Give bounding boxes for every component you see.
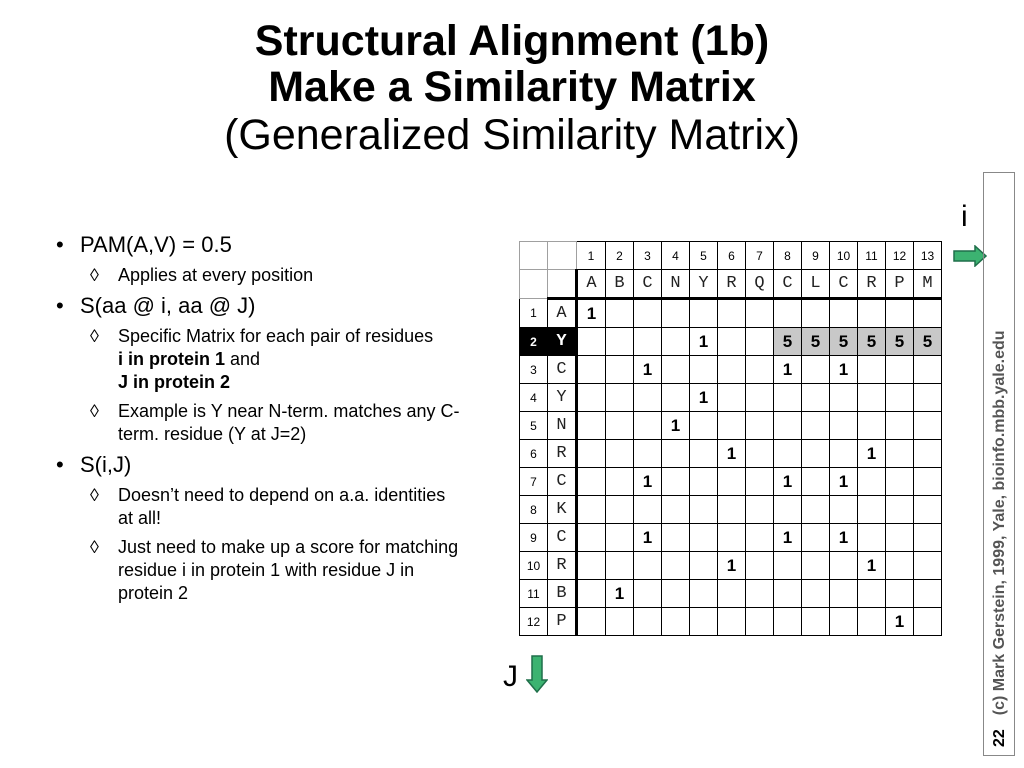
row-residue: B <box>548 580 577 608</box>
arrow-right-icon <box>953 245 987 267</box>
matrix-cell <box>802 299 830 328</box>
matrix-cell <box>634 328 662 356</box>
matrix-cell <box>606 384 634 412</box>
matrix-cell <box>577 496 606 524</box>
matrix-cell <box>606 356 634 384</box>
matrix-cell <box>914 524 942 552</box>
matrix-cell: 1 <box>830 468 858 496</box>
matrix-cell <box>690 496 718 524</box>
matrix-cell <box>886 299 914 328</box>
matrix-cell <box>606 299 634 328</box>
matrix-cell <box>662 580 690 608</box>
matrix-cell <box>690 440 718 468</box>
col-number: 1 <box>577 242 606 270</box>
row-number: 6 <box>520 440 548 468</box>
matrix-cell <box>718 356 746 384</box>
matrix-cell <box>774 299 802 328</box>
matrix-cell <box>914 580 942 608</box>
matrix-cell <box>746 496 774 524</box>
matrix-cell <box>746 552 774 580</box>
matrix-cell <box>886 552 914 580</box>
matrix-cell <box>577 552 606 580</box>
col-number: 9 <box>802 242 830 270</box>
matrix-cell <box>746 468 774 496</box>
matrix-cell <box>914 384 942 412</box>
matrix-cell <box>634 412 662 440</box>
matrix-cell: 5 <box>802 328 830 356</box>
matrix-cell <box>774 412 802 440</box>
copyright-text: (c) Mark Gerstein, 1999, Yale, bioinfo.mbb.yale.edu <box>991 330 1008 716</box>
col-residue: M <box>914 270 942 299</box>
matrix-cell: 1 <box>718 552 746 580</box>
matrix-cell <box>634 440 662 468</box>
col-residue: Y <box>690 270 718 299</box>
matrix-cell <box>606 412 634 440</box>
row-number: 2 <box>520 328 548 356</box>
matrix-cell <box>802 384 830 412</box>
row-residue: C <box>548 468 577 496</box>
label-i: i <box>961 200 968 233</box>
page-number: 22 <box>991 729 1008 747</box>
matrix-cell <box>718 496 746 524</box>
matrix-cell <box>718 608 746 636</box>
matrix-cell <box>718 299 746 328</box>
matrix-cell <box>830 384 858 412</box>
matrix-cell <box>914 299 942 328</box>
col-number: 6 <box>718 242 746 270</box>
matrix-cell <box>577 524 606 552</box>
row-number: 8 <box>520 496 548 524</box>
matrix-cell <box>662 440 690 468</box>
matrix-cell <box>606 524 634 552</box>
col-residue: C <box>634 270 662 299</box>
corner-cell <box>520 270 548 299</box>
col-residue: N <box>662 270 690 299</box>
matrix-cell <box>886 440 914 468</box>
matrix-cell: 1 <box>858 440 886 468</box>
specific-matrix-text: Specific Matrix for each pair of residues <box>118 326 434 346</box>
matrix-cell <box>914 496 942 524</box>
matrix-cell <box>718 468 746 496</box>
matrix-cell <box>634 608 662 636</box>
matrix-cell: 1 <box>774 468 802 496</box>
col-number: 13 <box>914 242 942 270</box>
col-number: 3 <box>634 242 662 270</box>
bullet-s-aa: • S(aa @ i, aa @ J) <box>52 293 462 319</box>
corner-cell <box>520 242 548 270</box>
j-in-protein-2: J in protein 2 <box>118 372 231 392</box>
matrix-cell <box>830 608 858 636</box>
col-number: 8 <box>774 242 802 270</box>
col-residue: R <box>718 270 746 299</box>
matrix-cell <box>802 496 830 524</box>
matrix-cell <box>858 356 886 384</box>
matrix-cell: 1 <box>690 328 718 356</box>
matrix-cell <box>606 552 634 580</box>
row-residue: C <box>548 524 577 552</box>
col-number: 10 <box>830 242 858 270</box>
row-residue: Y <box>548 328 577 356</box>
col-residue: A <box>577 270 606 299</box>
matrix-cell <box>690 412 718 440</box>
matrix-cell <box>662 468 690 496</box>
matrix-cell <box>634 384 662 412</box>
col-residue: L <box>802 270 830 299</box>
matrix-cell <box>690 608 718 636</box>
matrix-cell <box>746 328 774 356</box>
matrix-cell: 1 <box>718 440 746 468</box>
matrix-cell <box>830 440 858 468</box>
and-text: and <box>230 349 261 369</box>
matrix-cell <box>690 356 718 384</box>
matrix-cell <box>746 299 774 328</box>
matrix-cell: 5 <box>774 328 802 356</box>
matrix-cell <box>858 496 886 524</box>
matrix-cell <box>746 608 774 636</box>
row-number: 9 <box>520 524 548 552</box>
matrix-cell <box>690 524 718 552</box>
corner-cell <box>548 242 577 270</box>
matrix-cell <box>577 412 606 440</box>
matrix-cell <box>746 440 774 468</box>
matrix-cell: 5 <box>858 328 886 356</box>
bullet-list <box>52 232 462 611</box>
matrix-cell <box>718 384 746 412</box>
matrix-cell: 1 <box>774 356 802 384</box>
matrix-cell <box>914 356 942 384</box>
matrix-cell <box>746 412 774 440</box>
matrix-cell: 1 <box>830 356 858 384</box>
matrix-cell <box>577 440 606 468</box>
title-line-2: Make a Similarity Matrix <box>268 63 756 111</box>
col-residue: Q <box>746 270 774 299</box>
matrix-cell <box>690 299 718 328</box>
matrix-cell <box>606 440 634 468</box>
row-residue: R <box>548 440 577 468</box>
label-j: J <box>503 660 518 693</box>
matrix-cell <box>606 328 634 356</box>
matrix-cell <box>886 468 914 496</box>
bullet-s-ij: • S(i,J) <box>52 452 462 478</box>
matrix-cell <box>718 580 746 608</box>
matrix-cell: 1 <box>634 468 662 496</box>
matrix-cell <box>718 524 746 552</box>
sub-bullet-applies: ◊ Applies at every position <box>52 264 462 287</box>
title-line-3: (Generalized Similarity Matrix) <box>224 111 800 159</box>
matrix-cell <box>830 299 858 328</box>
matrix-cell <box>914 468 942 496</box>
col-residue: B <box>606 270 634 299</box>
matrix-cell <box>802 580 830 608</box>
matrix-cell <box>858 412 886 440</box>
matrix-cell <box>802 412 830 440</box>
matrix-cell <box>577 356 606 384</box>
matrix-cell <box>606 468 634 496</box>
bullet-pam: • PAM(A,V) = 0.5 <box>52 232 462 258</box>
matrix-cell <box>662 299 690 328</box>
matrix-cell <box>914 440 942 468</box>
matrix-cell: 5 <box>914 328 942 356</box>
matrix-cell: 1 <box>690 384 718 412</box>
matrix-cell <box>830 552 858 580</box>
matrix-cell <box>774 608 802 636</box>
matrix-cell <box>830 496 858 524</box>
col-number: 11 <box>858 242 886 270</box>
matrix-cell <box>802 440 830 468</box>
matrix-cell: 1 <box>830 524 858 552</box>
matrix-cell <box>802 552 830 580</box>
col-residue: C <box>774 270 802 299</box>
row-residue: R <box>548 552 577 580</box>
matrix-cell: 1 <box>662 412 690 440</box>
matrix-cell <box>858 608 886 636</box>
sub-bullet-example: ◊ Example is Y near N-term. matches any C-term. residue (Y at J=2) <box>52 400 462 446</box>
matrix-cell <box>914 552 942 580</box>
row-number: 1 <box>520 299 548 328</box>
sub-bullet-identities: ◊ Doesn’t need to depend on a.a. identities at all! <box>52 484 462 530</box>
matrix-cell <box>774 496 802 524</box>
row-number: 4 <box>520 384 548 412</box>
row-residue: A <box>548 299 577 328</box>
matrix-cell: 1 <box>774 524 802 552</box>
matrix-cell <box>886 412 914 440</box>
matrix-cell: 5 <box>886 328 914 356</box>
matrix-cell <box>858 384 886 412</box>
matrix-cell <box>746 356 774 384</box>
matrix-cell <box>662 328 690 356</box>
arrow-down-icon <box>526 655 548 693</box>
row-number: 7 <box>520 468 548 496</box>
row-number: 10 <box>520 552 548 580</box>
row-number: 11 <box>520 580 548 608</box>
i-in-protein-1: i in protein 1 <box>118 349 226 369</box>
matrix-cell <box>606 608 634 636</box>
col-number: 4 <box>662 242 690 270</box>
matrix-cell <box>690 580 718 608</box>
col-residue: R <box>858 270 886 299</box>
row-residue: Y <box>548 384 577 412</box>
matrix-cell: 5 <box>830 328 858 356</box>
matrix-cell <box>634 496 662 524</box>
col-number: 12 <box>886 242 914 270</box>
row-number: 5 <box>520 412 548 440</box>
matrix-cell <box>774 384 802 412</box>
matrix-cell <box>774 552 802 580</box>
matrix-cell <box>886 524 914 552</box>
col-residue: P <box>886 270 914 299</box>
row-residue: K <box>548 496 577 524</box>
matrix-cell: 1 <box>634 356 662 384</box>
matrix-cell <box>577 468 606 496</box>
credit-sidebar <box>983 172 1015 756</box>
matrix-cell <box>662 552 690 580</box>
matrix-cell <box>774 440 802 468</box>
matrix-cell: 1 <box>858 552 886 580</box>
matrix-cell <box>577 580 606 608</box>
matrix-cell <box>718 328 746 356</box>
matrix-cell <box>746 524 774 552</box>
matrix-cell <box>634 580 662 608</box>
matrix-cell <box>858 468 886 496</box>
row-number: 12 <box>520 608 548 636</box>
slide-title <box>0 18 1024 158</box>
matrix-cell <box>662 608 690 636</box>
matrix-cell <box>858 299 886 328</box>
row-residue: P <box>548 608 577 636</box>
matrix-cell <box>830 412 858 440</box>
matrix-cell <box>858 524 886 552</box>
matrix-cell <box>746 580 774 608</box>
matrix-cell <box>802 468 830 496</box>
matrix-cell <box>914 412 942 440</box>
col-number: 5 <box>690 242 718 270</box>
matrix-cell <box>746 384 774 412</box>
row-residue: C <box>548 356 577 384</box>
matrix-cell <box>662 384 690 412</box>
matrix-cell <box>858 580 886 608</box>
matrix-cell <box>718 412 746 440</box>
matrix-cell <box>802 608 830 636</box>
matrix-cell: 1 <box>606 580 634 608</box>
similarity-matrix <box>519 241 942 636</box>
matrix-cell: 1 <box>634 524 662 552</box>
matrix-cell <box>662 524 690 552</box>
matrix-cell <box>634 299 662 328</box>
row-number: 3 <box>520 356 548 384</box>
col-number: 7 <box>746 242 774 270</box>
matrix-cell <box>606 496 634 524</box>
matrix-cell <box>577 384 606 412</box>
matrix-cell <box>886 580 914 608</box>
sub-bullet-make-score: ◊ Just need to make up a score for matching residue i in protein 1 with residue J in protein 2 <box>52 536 462 605</box>
matrix-cell <box>886 496 914 524</box>
matrix-cell <box>886 356 914 384</box>
title-line-1: Structural Alignment (1b) <box>254 17 770 65</box>
matrix-cell <box>914 608 942 636</box>
matrix-cell: 1 <box>577 299 606 328</box>
matrix-cell <box>886 384 914 412</box>
matrix-cell <box>802 524 830 552</box>
matrix-cell <box>577 608 606 636</box>
matrix-cell <box>830 580 858 608</box>
col-number: 2 <box>606 242 634 270</box>
col-residue: C <box>830 270 858 299</box>
matrix-cell <box>774 580 802 608</box>
matrix-cell <box>690 468 718 496</box>
matrix-cell <box>802 356 830 384</box>
matrix-cell: 1 <box>886 608 914 636</box>
matrix-cell <box>634 552 662 580</box>
matrix-cell <box>690 552 718 580</box>
sub-bullet-specific-matrix <box>52 325 462 394</box>
matrix-cell <box>662 356 690 384</box>
matrix-cell <box>577 328 606 356</box>
corner-cell <box>548 270 577 299</box>
matrix-cell <box>662 496 690 524</box>
row-residue: N <box>548 412 577 440</box>
